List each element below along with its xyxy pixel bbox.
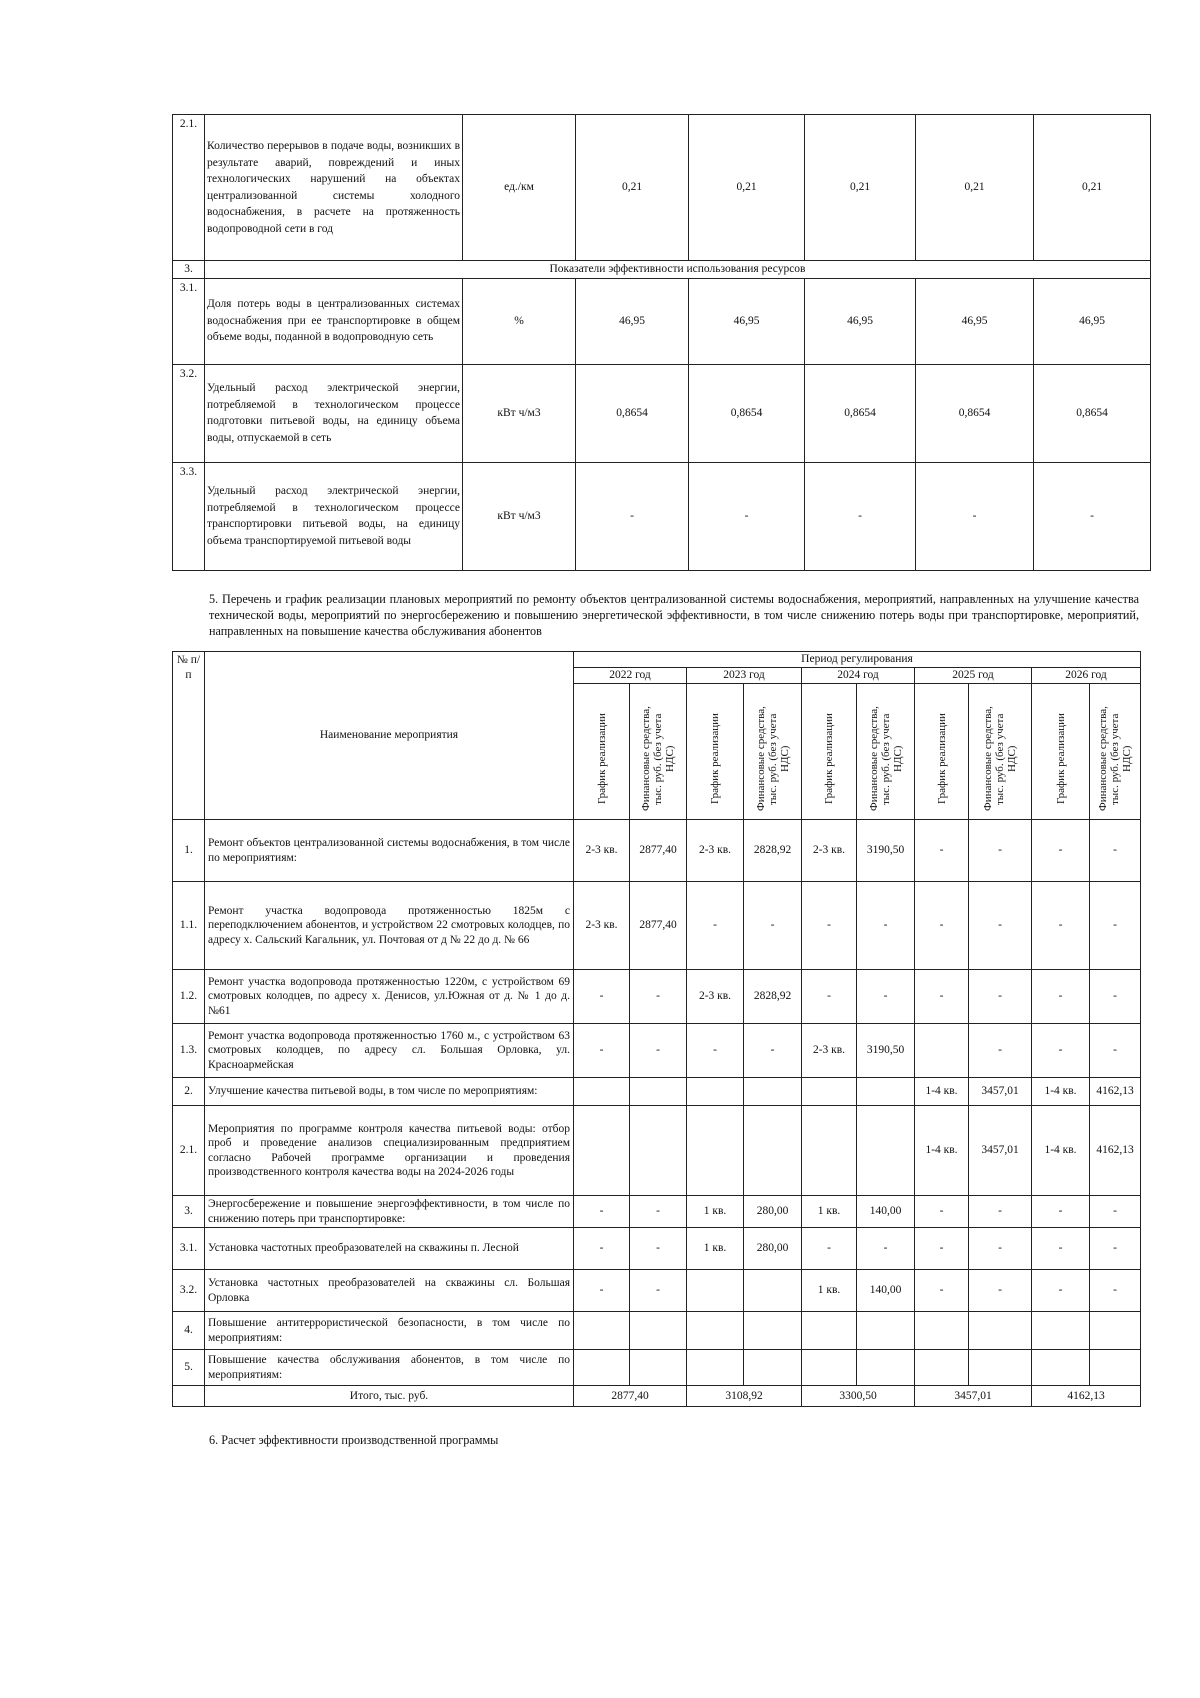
header-schedule bbox=[915, 684, 969, 820]
total-value: 3108,92 bbox=[687, 1386, 802, 1407]
row-num: 2.1. bbox=[173, 115, 205, 261]
row-num: 1.3. bbox=[173, 1024, 205, 1078]
row-num: 3.2. bbox=[173, 364, 205, 462]
indicator-name: Доля потерь воды в централизованных системах водоснабжения при ее транспортировке в общем объеме воды, поданной в водопроводную сеть bbox=[205, 278, 463, 364]
finance-cell: 2828,92 bbox=[744, 970, 802, 1024]
header-vertical-label: График реализации bbox=[595, 713, 608, 805]
finance-cell: - bbox=[744, 1024, 802, 1078]
header-finance bbox=[969, 684, 1032, 820]
measure-row bbox=[173, 970, 1141, 1024]
finance-cell bbox=[630, 1106, 687, 1196]
finance-cell: - bbox=[1090, 1270, 1141, 1312]
finance-cell: - bbox=[969, 1228, 1032, 1270]
finance-cell: - bbox=[630, 1270, 687, 1312]
indicator-value: 0,8654 bbox=[689, 364, 805, 462]
finance-cell: 3190,50 bbox=[857, 1024, 915, 1078]
finance-cell: - bbox=[969, 1196, 1032, 1228]
indicator-row bbox=[173, 278, 1151, 364]
header-year-2023: 2023 год bbox=[687, 668, 802, 684]
measure-name: Ремонт участка водопровода протяженностью 1220м, с устройством 69 смотровых колодцев, по адресу х. Денисов, ул.Южная от д. № 1 до д. №61 bbox=[205, 970, 574, 1024]
header-year-2025: 2025 год bbox=[915, 668, 1032, 684]
schedule-cell: - bbox=[1032, 1228, 1090, 1270]
header-finance bbox=[1090, 684, 1141, 820]
finance-cell bbox=[857, 1078, 915, 1106]
schedule-cell: 2-3 кв. bbox=[802, 1024, 857, 1078]
schedule-cell: 1-4 кв. bbox=[1032, 1078, 1090, 1106]
schedule-cell: - bbox=[687, 882, 744, 970]
measure-row bbox=[173, 882, 1141, 970]
indicator-value: 46,95 bbox=[576, 278, 689, 364]
indicator-unit: % bbox=[463, 278, 576, 364]
indicator-name: Удельный расход электрической энергии, потребляемой в технологическом процессе транспортировки питьевой воды, на единицу объема транспортируемой питьевой воды bbox=[205, 462, 463, 570]
finance-cell: 3190,50 bbox=[857, 820, 915, 882]
row-num: 2.1. bbox=[173, 1106, 205, 1196]
finance-cell bbox=[630, 1312, 687, 1350]
schedule-cell: 1 кв. bbox=[687, 1196, 744, 1228]
finance-cell: - bbox=[969, 882, 1032, 970]
schedule-cell bbox=[802, 1106, 857, 1196]
header-vertical-label: Финансовые средства, тыс. руб. (без учета НДС) bbox=[1097, 706, 1133, 812]
header-finance bbox=[630, 684, 687, 820]
section-6-title: 6. Расчет эффективности производственной программы bbox=[209, 1433, 499, 1447]
header-finance bbox=[744, 684, 802, 820]
schedule-cell: 1 кв. bbox=[687, 1228, 744, 1270]
schedule-cell: 1-4 кв. bbox=[915, 1106, 969, 1196]
indicator-value: 0,8654 bbox=[805, 364, 916, 462]
header-schedule bbox=[802, 684, 857, 820]
finance-cell bbox=[969, 1350, 1032, 1386]
finance-cell: 2877,40 bbox=[630, 820, 687, 882]
header-year-2024: 2024 год bbox=[802, 668, 915, 684]
measure-row bbox=[173, 1270, 1141, 1312]
measure-name: Установка частотных преобразователей на скважины сл. Большая Орловка bbox=[205, 1270, 574, 1312]
finance-cell: 2877,40 bbox=[630, 882, 687, 970]
finance-cell: - bbox=[1090, 1228, 1141, 1270]
finance-cell: - bbox=[969, 1024, 1032, 1078]
schedule-cell bbox=[574, 1078, 630, 1106]
row-num: 3.1. bbox=[173, 1228, 205, 1270]
total-label: Итого, тыс. руб. bbox=[205, 1386, 574, 1407]
finance-cell: - bbox=[969, 970, 1032, 1024]
schedule-cell: 2-3 кв. bbox=[687, 970, 744, 1024]
indicator-unit: ед./км bbox=[463, 115, 576, 261]
header-period: Период регулирования bbox=[574, 652, 1141, 668]
row-num: 5. bbox=[173, 1350, 205, 1386]
row-num: 1.2. bbox=[173, 970, 205, 1024]
indicator-value: 0,21 bbox=[916, 115, 1034, 261]
indicator-row bbox=[173, 261, 1151, 279]
schedule-cell: - bbox=[574, 1196, 630, 1228]
finance-cell bbox=[630, 1350, 687, 1386]
schedule-cell: - bbox=[1032, 882, 1090, 970]
header-vertical-label: Финансовые средства, тыс. руб. (без учета НДС) bbox=[982, 706, 1018, 812]
measure-name: Повышение антитеррористической безопасности, в том числе по мероприятиям: bbox=[205, 1312, 574, 1350]
schedule-cell: 1-4 кв. bbox=[1032, 1106, 1090, 1196]
measure-row bbox=[173, 1350, 1141, 1386]
schedule-cell bbox=[915, 1350, 969, 1386]
schedule-cell bbox=[802, 1078, 857, 1106]
indicator-value: 46,95 bbox=[1034, 278, 1151, 364]
header-vertical-label: График реализации bbox=[823, 713, 835, 805]
indicator-row bbox=[173, 364, 1151, 462]
measure-name: Повышение качества обслуживания абонентов, в том числе по мероприятиям: bbox=[205, 1350, 574, 1386]
measure-row bbox=[173, 1196, 1141, 1228]
schedule-cell bbox=[687, 1078, 744, 1106]
indicator-value: 46,95 bbox=[805, 278, 916, 364]
schedule-cell: - bbox=[574, 970, 630, 1024]
measure-name: Установка частотных преобразователей на скважины п. Лесной bbox=[205, 1228, 574, 1270]
finance-cell: 140,00 bbox=[857, 1270, 915, 1312]
header-schedule bbox=[687, 684, 744, 820]
indicator-value: 0,21 bbox=[1034, 115, 1151, 261]
schedule-cell: - bbox=[1032, 1196, 1090, 1228]
total-num bbox=[173, 1386, 205, 1407]
finance-cell: - bbox=[1090, 970, 1141, 1024]
schedule-cell: 1 кв. bbox=[802, 1270, 857, 1312]
row-num: 3.2. bbox=[173, 1270, 205, 1312]
total-row bbox=[173, 1386, 1141, 1407]
finance-cell bbox=[857, 1106, 915, 1196]
schedule-cell: - bbox=[1032, 820, 1090, 882]
schedule-cell bbox=[574, 1350, 630, 1386]
schedule-cell: - bbox=[915, 970, 969, 1024]
indicator-row bbox=[173, 115, 1151, 261]
finance-cell: 280,00 bbox=[744, 1196, 802, 1228]
finance-cell: 3457,01 bbox=[969, 1078, 1032, 1106]
finance-cell: 4162,13 bbox=[1090, 1106, 1141, 1196]
schedule-cell: - bbox=[915, 1270, 969, 1312]
schedule-cell bbox=[687, 1106, 744, 1196]
finance-cell: - bbox=[630, 1228, 687, 1270]
schedule-cell: - bbox=[1032, 1270, 1090, 1312]
schedule-cell: - bbox=[915, 882, 969, 970]
measure-name: Ремонт объектов централизованной системы водоснабжения, в том числе по мероприятиям: bbox=[205, 820, 574, 882]
finance-cell: 280,00 bbox=[744, 1228, 802, 1270]
schedule-cell: - bbox=[1032, 1024, 1090, 1078]
schedule-cell: - bbox=[574, 1024, 630, 1078]
schedule-cell bbox=[687, 1312, 744, 1350]
row-num: 3.1. bbox=[173, 278, 205, 364]
indicator-value: 0,21 bbox=[689, 115, 805, 261]
total-value: 3300,50 bbox=[802, 1386, 915, 1407]
finance-cell bbox=[744, 1106, 802, 1196]
finance-cell bbox=[857, 1350, 915, 1386]
finance-cell: 140,00 bbox=[857, 1196, 915, 1228]
finance-cell bbox=[744, 1312, 802, 1350]
indicator-value: 0,8654 bbox=[576, 364, 689, 462]
finance-cell bbox=[1090, 1350, 1141, 1386]
indicator-value: - bbox=[916, 462, 1034, 570]
finance-cell bbox=[969, 1312, 1032, 1350]
indicator-value: 0,21 bbox=[805, 115, 916, 261]
header-schedule bbox=[1032, 684, 1090, 820]
total-value: 3457,01 bbox=[915, 1386, 1032, 1407]
indicator-unit: кВт ч/м3 bbox=[463, 462, 576, 570]
header-schedule bbox=[574, 684, 630, 820]
indicator-value: - bbox=[576, 462, 689, 570]
schedule-cell: - bbox=[802, 970, 857, 1024]
measure-name: Улучшение качества питьевой воды, в том числе по мероприятиям: bbox=[205, 1078, 574, 1106]
schedule-cell: - bbox=[915, 1196, 969, 1228]
measure-row bbox=[173, 1228, 1141, 1270]
indicator-name: Удельный расход электрической энергии, потребляемой в технологическом процессе подготовки питьевой воды, на единицу объема воды, отпускаемой в сеть bbox=[205, 364, 463, 462]
finance-cell: - bbox=[630, 970, 687, 1024]
finance-cell bbox=[744, 1350, 802, 1386]
schedule-cell: 2-3 кв. bbox=[802, 820, 857, 882]
row-num: 3. bbox=[173, 1196, 205, 1228]
finance-cell: 4162,13 bbox=[1090, 1078, 1141, 1106]
measure-row bbox=[173, 1106, 1141, 1196]
indicators-table bbox=[172, 114, 1151, 571]
header-vertical-label: Финансовые средства, тыс. руб. (без учета НДС) bbox=[867, 706, 904, 812]
finance-cell: - bbox=[630, 1024, 687, 1078]
indicator-value: 0,8654 bbox=[1034, 364, 1151, 462]
measure-name: Ремонт участка водопровода протяженностью 1760 м., с устройством 63 смотровых колодцев, по адресу сл. Большая Орловка, ул. Красноармейская bbox=[205, 1024, 574, 1078]
schedule-cell: - bbox=[574, 1270, 630, 1312]
schedule-cell bbox=[802, 1312, 857, 1350]
measure-name: Мероприятия по программе контроля качества питьевой воды: отбор проб и проведение анализов специализированным предприятием согласно Рабочей программе организации и проведения производственного контроля качества воды на 2024-2026 годы bbox=[205, 1106, 574, 1196]
header-vertical-label: Финансовые средства, тыс. руб. (без учета НДС) bbox=[640, 706, 676, 812]
measure-row bbox=[173, 1024, 1141, 1078]
finance-cell: - bbox=[1090, 1024, 1141, 1078]
schedule-cell bbox=[915, 1024, 969, 1078]
section-5-title: 5. Перечень и график реализации плановых мероприятий по ремонту объектов централизованной системы водоснабжения, мероприятий, направленных на улучшение качества технической воды, мероприятий по энергосбережению и повышению энергетической эффективности, в том числе снижению потерь воды при транспортировке, мероприятий, направленных на повышение качества обслуживания абонентов bbox=[209, 592, 1139, 638]
schedule-cell bbox=[574, 1106, 630, 1196]
schedule-cell: - bbox=[915, 820, 969, 882]
header-vertical-label: График реализации bbox=[709, 713, 721, 805]
header-vertical-label: График реализации bbox=[1054, 713, 1067, 805]
schedule-cell: - bbox=[687, 1024, 744, 1078]
schedule-cell bbox=[1032, 1350, 1090, 1386]
schedule-cell: 1-4 кв. bbox=[915, 1078, 969, 1106]
row-num: 4. bbox=[173, 1312, 205, 1350]
header-finance bbox=[857, 684, 915, 820]
finance-cell: - bbox=[1090, 882, 1141, 970]
schedule-cell bbox=[802, 1350, 857, 1386]
row-num: 3. bbox=[173, 261, 205, 279]
finance-cell: - bbox=[857, 1228, 915, 1270]
schedule-cell bbox=[915, 1312, 969, 1350]
finance-cell: - bbox=[1090, 820, 1141, 882]
indicator-value: 0,21 bbox=[576, 115, 689, 261]
indicator-value: - bbox=[805, 462, 916, 570]
row-num: 1.1. bbox=[173, 882, 205, 970]
finance-cell: - bbox=[969, 1270, 1032, 1312]
finance-cell: - bbox=[969, 820, 1032, 882]
schedule-cell: - bbox=[802, 882, 857, 970]
indicator-value: - bbox=[1034, 462, 1151, 570]
header-vertical-label: График реализации bbox=[935, 713, 948, 805]
measures-table-body bbox=[173, 820, 1141, 1407]
finance-cell bbox=[744, 1270, 802, 1312]
measure-name: Энергосбережение и повышение энергоэффективности, в том числе по снижению потерь при транспортировке: bbox=[205, 1196, 574, 1228]
schedule-cell: - bbox=[915, 1228, 969, 1270]
row-num: 3.3. bbox=[173, 462, 205, 570]
header-year-2022: 2022 год bbox=[574, 668, 687, 684]
finance-cell: 3457,01 bbox=[969, 1106, 1032, 1196]
header-name: Наименование мероприятия bbox=[205, 652, 574, 820]
schedule-cell bbox=[687, 1270, 744, 1312]
finance-cell: - bbox=[744, 882, 802, 970]
schedule-cell: - bbox=[574, 1228, 630, 1270]
finance-cell bbox=[1090, 1312, 1141, 1350]
schedule-cell bbox=[687, 1350, 744, 1386]
indicator-value: 46,95 bbox=[916, 278, 1034, 364]
indicator-value: 0,8654 bbox=[916, 364, 1034, 462]
schedule-cell: 2-3 кв. bbox=[574, 820, 630, 882]
schedule-cell: 2-3 кв. bbox=[687, 820, 744, 882]
header-vertical-label: Финансовые средства, тыс. руб. (без учета НДС) bbox=[754, 706, 791, 812]
schedule-cell bbox=[574, 1312, 630, 1350]
header-year-2026: 2026 год bbox=[1032, 668, 1141, 684]
finance-cell bbox=[857, 1312, 915, 1350]
measure-row bbox=[173, 1312, 1141, 1350]
finance-cell: 2828,92 bbox=[744, 820, 802, 882]
measure-row bbox=[173, 820, 1141, 882]
measures-table bbox=[172, 651, 1141, 1407]
section-heading: Показатели эффективности использования ресурсов bbox=[205, 261, 1151, 279]
total-value: 2877,40 bbox=[574, 1386, 687, 1407]
finance-cell: - bbox=[1090, 1196, 1141, 1228]
indicator-value: - bbox=[689, 462, 805, 570]
schedule-cell bbox=[1032, 1312, 1090, 1350]
measure-name: Ремонт участка водопровода протяженностью 1825м с переподключением абонентов, и устройством 22 смотровых колодцев, по адресу х. Сальский Кагальник, ул. Почтовая от д № 22 до д. № 66 bbox=[205, 882, 574, 970]
schedule-cell: - bbox=[802, 1228, 857, 1270]
total-value: 4162,13 bbox=[1032, 1386, 1141, 1407]
finance-cell: - bbox=[857, 970, 915, 1024]
schedule-cell: 2-3 кв. bbox=[574, 882, 630, 970]
row-num: 2. bbox=[173, 1078, 205, 1106]
finance-cell bbox=[630, 1078, 687, 1106]
indicator-unit: кВт ч/м3 bbox=[463, 364, 576, 462]
measure-row bbox=[173, 1078, 1141, 1106]
indicator-row bbox=[173, 462, 1151, 570]
schedule-cell: - bbox=[1032, 970, 1090, 1024]
schedule-cell: 1 кв. bbox=[802, 1196, 857, 1228]
row-num: 1. bbox=[173, 820, 205, 882]
indicator-value: 46,95 bbox=[689, 278, 805, 364]
header-num: № п/п bbox=[173, 652, 205, 820]
indicator-name: Количество перерывов в подаче воды, возникших в результате аварий, повреждений и иных технологических нарушений на объектах централизованной системы холодного водоснабжения, в расчете на протяженность водопроводной сети в год bbox=[205, 115, 463, 261]
finance-cell: - bbox=[857, 882, 915, 970]
indicators-table-body bbox=[173, 115, 1151, 571]
measures-table-header bbox=[173, 652, 1141, 820]
finance-cell: - bbox=[630, 1196, 687, 1228]
finance-cell bbox=[744, 1078, 802, 1106]
